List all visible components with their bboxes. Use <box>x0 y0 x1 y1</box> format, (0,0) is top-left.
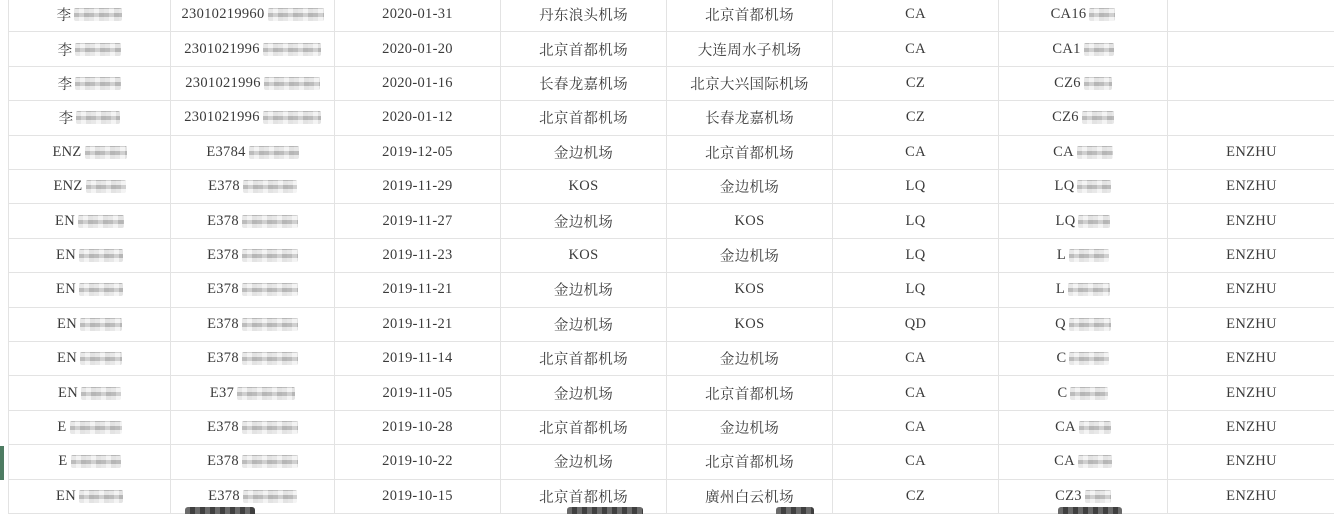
cell-id-number[interactable] <box>171 411 335 444</box>
cell-airline-code[interactable] <box>833 445 999 478</box>
row-marker <box>0 446 4 479</box>
cell-text: 金边机场 <box>719 249 780 266</box>
cell-text: ENZHU <box>1226 143 1277 160</box>
cell-flight-number[interactable] <box>999 239 1168 272</box>
cell-text: E378 <box>208 178 240 195</box>
cell-text: E <box>57 419 67 436</box>
redaction-mosaic <box>79 249 123 262</box>
cell-text: 李 <box>58 111 74 128</box>
cell-id-number[interactable] <box>171 342 335 375</box>
cell-passenger-name[interactable] <box>9 32 171 65</box>
redaction-mosaic <box>1069 318 1111 331</box>
cell-arrival-airport[interactable] <box>667 445 833 478</box>
cell-arrival-airport[interactable] <box>667 342 833 375</box>
redaction-mosaic <box>242 318 298 331</box>
cell-text: 丹东浪头机场 <box>539 8 628 25</box>
cell-airline-code[interactable] <box>833 136 999 169</box>
redaction-mosaic <box>75 43 121 56</box>
redaction-mosaic <box>1085 490 1111 503</box>
cell-departure-airport[interactable] <box>501 445 667 478</box>
redaction-mosaic <box>242 455 298 468</box>
cell-text: L <box>1055 281 1066 298</box>
cell-text: CA16 <box>1050 6 1087 23</box>
cell-passenger-name[interactable] <box>9 204 171 237</box>
cell-text: EN <box>57 315 77 332</box>
cell-text: LQ <box>905 281 926 298</box>
cell-arrival-airport[interactable] <box>667 411 833 444</box>
cell-text: QD <box>904 315 927 332</box>
cell-text: 金边机场 <box>553 145 614 162</box>
cell-text: CA <box>1055 419 1076 436</box>
cell-remark[interactable] <box>1168 445 1334 478</box>
redaction-mosaic <box>86 180 126 193</box>
cell-text: 2019-10-15 <box>382 487 453 504</box>
cell-text: E378 <box>207 212 239 229</box>
cell-text: KOS <box>734 281 765 298</box>
redaction-mosaic <box>263 111 321 124</box>
cell-text: 大连周水子机场 <box>697 42 802 59</box>
cell-airline-code[interactable] <box>833 342 999 375</box>
redaction-mosaic <box>71 455 121 468</box>
cell-text: 北京首都机场 <box>705 455 794 472</box>
cell-text: C <box>1057 384 1068 401</box>
cell-text: ENZHU <box>1226 487 1277 504</box>
redaction-mosaic <box>81 387 121 400</box>
redaction-mosaic <box>1078 455 1112 468</box>
cell-flight-date[interactable] <box>335 101 501 134</box>
cell-text: 北京大兴国际机场 <box>690 77 809 94</box>
cell-text: CA <box>905 6 926 23</box>
cell-remark[interactable] <box>1168 480 1334 513</box>
cell-text: ENZHU <box>1226 384 1277 401</box>
cell-arrival-airport[interactable] <box>667 376 833 409</box>
cell-text: CA <box>1053 143 1074 160</box>
cell-departure-airport[interactable] <box>501 67 667 100</box>
redaction-mosaic <box>242 421 298 434</box>
cell-passenger-name[interactable] <box>9 342 171 375</box>
cell-arrival-airport[interactable] <box>667 273 833 306</box>
cell-text: CZ <box>905 487 926 504</box>
cell-passenger-name[interactable] <box>9 445 171 478</box>
redaction-mosaic <box>75 77 121 90</box>
cell-flight-date[interactable] <box>335 0 501 31</box>
cell-id-number[interactable] <box>171 239 335 272</box>
cell-remark[interactable] <box>1168 101 1334 134</box>
cell-text: E3784 <box>206 143 246 160</box>
cell-text: ENZHU <box>1226 350 1277 367</box>
cell-passenger-name[interactable] <box>9 136 171 169</box>
cell-remark[interactable] <box>1168 342 1334 375</box>
cell-passenger-name[interactable] <box>9 101 171 134</box>
cell-text: CA <box>905 350 926 367</box>
table-body <box>8 0 1334 514</box>
cell-remark[interactable] <box>1168 67 1334 100</box>
cell-arrival-airport[interactable] <box>667 170 833 203</box>
cell-text: LQ <box>1055 212 1076 229</box>
cell-airline-code[interactable] <box>833 308 999 341</box>
cell-arrival-airport[interactable] <box>667 308 833 341</box>
cell-passenger-name[interactable] <box>9 411 171 444</box>
cell-passenger-name[interactable] <box>9 308 171 341</box>
cell-departure-airport[interactable] <box>501 239 667 272</box>
table-row <box>9 67 1334 101</box>
cell-text: 2020-01-12 <box>382 109 453 126</box>
cell-airline-code[interactable] <box>833 32 999 65</box>
cell-text: 北京首都机场 <box>705 145 794 162</box>
cell-airline-code[interactable] <box>833 101 999 134</box>
next-row-redaction-blob <box>567 507 643 514</box>
redaction-mosaic <box>1089 8 1115 21</box>
cell-id-number[interactable] <box>171 0 335 31</box>
cell-text: KOS <box>568 247 599 264</box>
cell-airline-code[interactable] <box>833 480 999 513</box>
cell-airline-code[interactable] <box>833 239 999 272</box>
cell-text: 2019-11-14 <box>382 350 453 367</box>
cell-remark[interactable] <box>1168 32 1334 65</box>
redaction-mosaic <box>78 215 124 228</box>
cell-id-number[interactable] <box>171 32 335 65</box>
table-row <box>9 170 1334 204</box>
cell-arrival-airport[interactable] <box>667 239 833 272</box>
table-row <box>9 0 1334 32</box>
cell-text: CA <box>905 40 926 57</box>
redaction-mosaic <box>79 283 123 296</box>
redaction-mosaic <box>243 490 297 503</box>
table-row <box>9 411 1334 445</box>
cell-arrival-airport[interactable] <box>667 67 833 100</box>
cell-text: CA1 <box>1052 40 1081 57</box>
cell-airline-code[interactable] <box>833 204 999 237</box>
cell-text: CA <box>905 453 926 470</box>
cell-id-number[interactable] <box>171 445 335 478</box>
next-row-redaction-blob <box>776 507 814 514</box>
cell-departure-airport[interactable] <box>501 376 667 409</box>
cell-airline-code[interactable] <box>833 67 999 100</box>
cell-departure-airport[interactable] <box>501 0 667 31</box>
cell-text: 长春龙嘉机场 <box>705 111 794 128</box>
table-row <box>9 101 1334 135</box>
cell-text: ENZHU <box>1226 212 1277 229</box>
cell-flight-date[interactable] <box>335 67 501 100</box>
cell-flight-date[interactable] <box>335 376 501 409</box>
cell-flight-date[interactable] <box>335 411 501 444</box>
redaction-mosaic <box>242 249 298 262</box>
cell-flight-date[interactable] <box>335 308 501 341</box>
cell-passenger-name[interactable] <box>9 480 171 513</box>
cell-flight-date[interactable] <box>335 170 501 203</box>
redaction-mosaic <box>85 146 127 159</box>
cell-departure-airport[interactable] <box>501 273 667 306</box>
cell-remark[interactable] <box>1168 239 1334 272</box>
cell-text: LQ <box>905 178 926 195</box>
cell-text: 廣州白云机场 <box>705 489 794 506</box>
cell-text: ENZHU <box>1226 315 1277 332</box>
cell-passenger-name[interactable] <box>9 273 171 306</box>
cell-text: E378 <box>208 487 240 504</box>
redaction-mosaic <box>264 77 320 90</box>
cell-passenger-name[interactable] <box>9 170 171 203</box>
cell-text: 北京首都机场 <box>539 111 628 128</box>
cell-departure-airport[interactable] <box>501 204 667 237</box>
cell-id-number[interactable] <box>171 376 335 409</box>
cell-text: 北京首都机场 <box>705 8 794 25</box>
cell-text: 北京首都机场 <box>539 42 628 59</box>
cell-text: EN <box>56 487 76 504</box>
cell-remark[interactable] <box>1168 411 1334 444</box>
cell-flight-date[interactable] <box>335 480 501 513</box>
cell-flight-number[interactable] <box>999 411 1168 444</box>
cell-id-number[interactable] <box>171 170 335 203</box>
redaction-mosaic <box>242 215 298 228</box>
cell-text: EN <box>56 281 76 298</box>
redaction-mosaic <box>70 421 122 434</box>
redaction-mosaic <box>1082 111 1114 124</box>
cell-text: 2019-11-21 <box>382 315 453 332</box>
cell-text: C <box>1056 350 1067 367</box>
cell-text: CZ <box>905 109 926 126</box>
cell-text: 金边机场 <box>553 455 614 472</box>
cell-text: 李 <box>56 8 72 25</box>
cell-passenger-name[interactable] <box>9 0 171 31</box>
cell-text: 2019-10-28 <box>382 419 453 436</box>
cell-departure-airport[interactable] <box>501 170 667 203</box>
cell-flight-date[interactable] <box>335 204 501 237</box>
cell-text: LQ <box>1054 178 1075 195</box>
cell-passenger-name[interactable] <box>9 239 171 272</box>
redaction-mosaic <box>76 111 120 124</box>
cell-flight-date[interactable] <box>335 32 501 65</box>
cell-flight-number[interactable] <box>999 376 1168 409</box>
cell-text: E378 <box>207 453 239 470</box>
redaction-mosaic <box>1069 249 1109 262</box>
cell-text: E <box>58 453 68 470</box>
cell-remark[interactable] <box>1168 273 1334 306</box>
cell-remark[interactable] <box>1168 308 1334 341</box>
cell-text: E378 <box>207 419 239 436</box>
redaction-mosaic <box>242 352 298 365</box>
cell-text: ENZHU <box>1226 453 1277 470</box>
cell-text: E378 <box>207 247 239 264</box>
cell-text: KOS <box>734 315 765 332</box>
cell-text: CZ3 <box>1055 487 1082 504</box>
cell-flight-date[interactable] <box>335 136 501 169</box>
cell-text: 2019-11-29 <box>382 178 453 195</box>
cell-text: Q <box>1055 315 1066 332</box>
cell-text: 2020-01-31 <box>382 6 453 23</box>
cell-flight-number[interactable] <box>999 32 1168 65</box>
table-row <box>9 445 1334 479</box>
redaction-mosaic <box>80 352 122 365</box>
cell-airline-code[interactable] <box>833 411 999 444</box>
cell-text: ENZ <box>52 143 82 160</box>
cell-text: E378 <box>207 315 239 332</box>
table-row <box>9 204 1334 238</box>
cell-text: EN <box>56 247 76 264</box>
cell-text: 2020-01-16 <box>382 75 453 92</box>
table-row <box>9 308 1334 342</box>
cell-id-number[interactable] <box>171 101 335 134</box>
cell-text: 23010219960 <box>181 6 265 23</box>
cell-text: CZ6 <box>1054 75 1081 92</box>
cell-text: 北京首都机场 <box>539 421 628 438</box>
cell-text: 金边机场 <box>553 386 614 403</box>
cell-text: 2020-01-20 <box>382 40 453 57</box>
redaction-mosaic <box>79 490 123 503</box>
next-row-redaction-blob <box>1058 507 1122 514</box>
table-row <box>9 342 1334 376</box>
redaction-mosaic <box>1079 421 1111 434</box>
cell-text: CA <box>1054 453 1075 470</box>
redaction-mosaic <box>1077 180 1111 193</box>
cell-text: CZ <box>905 75 926 92</box>
next-row-redaction-blob <box>185 507 255 514</box>
redaction-mosaic <box>1068 283 1110 296</box>
redaction-mosaic <box>1069 352 1109 365</box>
cell-text: 长春龙嘉机场 <box>539 77 628 94</box>
redaction-mosaic <box>74 8 122 21</box>
cell-text: L <box>1056 247 1067 264</box>
table-row <box>9 136 1334 170</box>
cell-text: CA <box>905 143 926 160</box>
cell-flight-number[interactable] <box>999 101 1168 134</box>
cell-id-number[interactable] <box>171 136 335 169</box>
cell-text: 金边机场 <box>719 180 780 197</box>
cell-flight-number[interactable] <box>999 308 1168 341</box>
cell-text: 金边机场 <box>719 352 780 369</box>
redaction-mosaic <box>263 43 321 56</box>
cell-text: 北京首都机场 <box>539 489 628 506</box>
cell-arrival-airport[interactable] <box>667 101 833 134</box>
cell-id-number[interactable] <box>171 308 335 341</box>
cell-airline-code[interactable] <box>833 170 999 203</box>
table-row <box>9 273 1334 307</box>
cell-departure-airport[interactable] <box>501 308 667 341</box>
redaction-mosaic <box>1078 215 1110 228</box>
cell-airline-code[interactable] <box>833 376 999 409</box>
cell-text: 2019-11-21 <box>382 281 453 298</box>
cell-text: 2019-10-22 <box>382 453 453 470</box>
cell-departure-airport[interactable] <box>501 32 667 65</box>
cell-text: LQ <box>905 247 926 264</box>
cell-text: 金边机场 <box>553 214 614 231</box>
cell-flight-number[interactable] <box>999 67 1168 100</box>
cell-flight-date[interactable] <box>335 273 501 306</box>
cell-text: 2301021996 <box>184 40 260 57</box>
cell-text: 2019-11-27 <box>382 212 453 229</box>
redaction-mosaic <box>1084 43 1114 56</box>
cell-flight-number[interactable] <box>999 0 1168 31</box>
cell-text: 2019-11-23 <box>382 247 453 264</box>
cell-flight-number[interactable] <box>999 445 1168 478</box>
cell-text: E37 <box>209 384 235 401</box>
cell-text: CZ6 <box>1052 109 1079 126</box>
table-row <box>9 32 1334 66</box>
cell-text: 2019-12-05 <box>382 143 453 160</box>
cell-text: ENZHU <box>1226 281 1277 298</box>
cell-text: 2301021996 <box>184 109 260 126</box>
cell-text: 2019-11-05 <box>382 384 453 401</box>
cell-arrival-airport[interactable] <box>667 32 833 65</box>
cell-departure-airport[interactable] <box>501 342 667 375</box>
cell-flight-date[interactable] <box>335 342 501 375</box>
cell-text: 李 <box>57 42 73 59</box>
cell-text: 金边机场 <box>719 421 780 438</box>
cell-remark[interactable] <box>1168 170 1334 203</box>
redaction-mosaic <box>243 180 297 193</box>
redaction-mosaic <box>268 8 324 21</box>
cell-id-number[interactable] <box>171 67 335 100</box>
cell-passenger-name[interactable] <box>9 67 171 100</box>
redaction-mosaic <box>237 387 295 400</box>
cell-text: 金边机场 <box>553 317 614 334</box>
cell-text: EN <box>58 384 78 401</box>
cell-flight-date[interactable] <box>335 445 501 478</box>
cell-flight-number[interactable] <box>999 273 1168 306</box>
cell-text: 2301021996 <box>185 75 261 92</box>
redaction-mosaic <box>249 146 299 159</box>
cell-text: EN <box>57 350 77 367</box>
cell-text: ENZ <box>53 178 83 195</box>
cell-text: EN <box>55 212 75 229</box>
cell-text: E378 <box>207 350 239 367</box>
redaction-mosaic <box>1077 146 1113 159</box>
cell-text: 北京首都机场 <box>705 386 794 403</box>
redaction-mosaic <box>242 283 298 296</box>
cell-arrival-airport[interactable] <box>667 204 833 237</box>
cell-airline-code[interactable] <box>833 0 999 31</box>
table-row <box>9 239 1334 273</box>
cell-text: KOS <box>568 178 599 195</box>
cell-flight-number[interactable] <box>999 204 1168 237</box>
cell-text: CA <box>905 384 926 401</box>
cell-text: 李 <box>57 77 73 94</box>
cell-text: ENZHU <box>1226 178 1277 195</box>
cell-arrival-airport[interactable] <box>667 0 833 31</box>
cell-id-number[interactable] <box>171 204 335 237</box>
cell-departure-airport[interactable] <box>501 101 667 134</box>
cell-passenger-name[interactable] <box>9 376 171 409</box>
cell-text: 北京首都机场 <box>539 352 628 369</box>
table-row <box>9 376 1334 410</box>
cell-remark[interactable] <box>1168 136 1334 169</box>
redaction-mosaic <box>1070 387 1108 400</box>
cell-remark[interactable] <box>1168 204 1334 237</box>
cell-flight-number[interactable] <box>999 170 1168 203</box>
cell-text: ENZHU <box>1226 247 1277 264</box>
cell-remark[interactable] <box>1168 376 1334 409</box>
cell-text: KOS <box>734 212 765 229</box>
cell-flight-number[interactable] <box>999 342 1168 375</box>
redaction-mosaic <box>80 318 122 331</box>
cell-text: LQ <box>905 212 926 229</box>
cell-arrival-airport[interactable] <box>667 136 833 169</box>
cell-airline-code[interactable] <box>833 273 999 306</box>
redaction-mosaic <box>1084 77 1112 90</box>
cell-departure-airport[interactable] <box>501 411 667 444</box>
cell-text: 金边机场 <box>553 283 614 300</box>
cell-departure-airport[interactable] <box>501 136 667 169</box>
cell-remark[interactable] <box>1168 0 1334 31</box>
cell-flight-number[interactable] <box>999 136 1168 169</box>
cell-text: ENZHU <box>1226 419 1277 436</box>
cell-text: CA <box>905 419 926 436</box>
cell-text: E378 <box>207 281 239 298</box>
cell-flight-date[interactable] <box>335 239 501 272</box>
cell-id-number[interactable] <box>171 273 335 306</box>
